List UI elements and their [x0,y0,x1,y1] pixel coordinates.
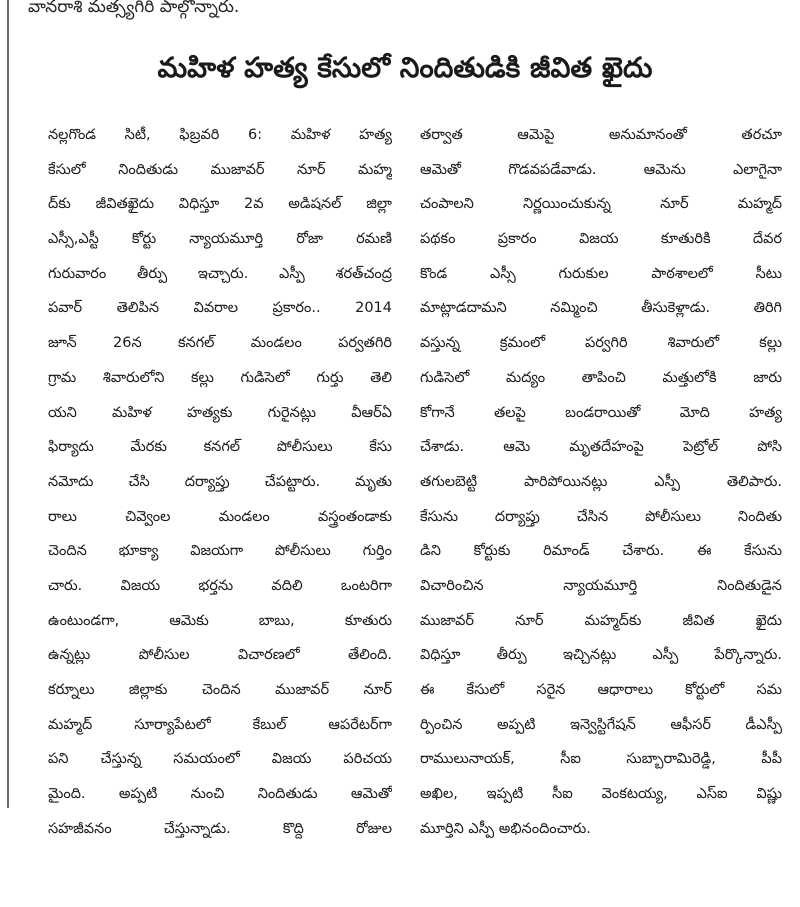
text-line: ఈ కేసులో సరైన ఆధారాలు కోర్టులో సమ [420,682,782,698]
text-line: ద్‌కు జీవితఖైదు విధిస్తూ 2వ అడిషనల్ జిల్లా [48,196,392,213]
text-line: జూన్ 26న కనగల్ మండలం పర్వతగిరి [48,335,392,352]
text-line: డిని కోర్టుకు రిమాండ్ చేశారు. ఈ కేసును [420,543,782,560]
text-line: తర్వాత ఆమెపై అనుమానంతో తరచూ [420,127,782,143]
text-line: కర్నూలు జిల్లాకు చెందిన ముజావర్ నూర్ [48,682,392,698]
text-line: కోగానే తలపై బండరాయితో మోది హత్య [420,404,782,421]
text-line: కేసులో నిందితుడు ముజావర్ నూర్ మహ్మ [48,161,392,178]
text-line: విధిస్తూ తీర్పు ఇచ్చినట్లు ఎస్పీ పేర్కొన్నారు. [420,647,782,664]
text-line: గుడిసెలో మద్యం తాపించి మత్తులోకి జారు [420,369,782,386]
article-column-right [420,118,782,846]
text-line: ఉన్నట్లు పోలీసుల విచారణలో తేలింది. [48,647,392,664]
text-line: చంపాలని నిర్ణయించుకున్న నూర్ మహ్మద్ [420,196,782,213]
text-line: పవార్ తెలిపిన వివరాల ప్రకారం.. 2014 [48,300,392,317]
column-divider-rule [7,0,9,808]
text-line: మూర్తిని ఎస్పీ అభినందించారు. [420,820,591,837]
text-line: గురువారం తీర్పు ఇచ్చారు. ఎస్పీ శరత్‌చంద్ర [48,265,392,282]
text-line: చారు. విజయ భర్తను వదిలి ఒంటరిగా [48,577,392,594]
text-line: మహ్మద్ సూర్యాపేటలో కేబుల్ ఆపరేటర్‌గా [48,716,392,733]
text-line: చేశాడు. ఆమె మృతదేహంపై పెట్రోల్ పోసి [420,439,782,456]
text-line: ముజావర్ నూర్ మహ్మద్‌కు జీవిత ఖైదు [420,612,782,629]
text-line: రాలు చివ్వెంల మండలం వస్త్రంతండాకు [48,508,392,525]
text-line: పని చేస్తున్న సమయంలో విజయ పరిచయ [48,751,392,768]
text-line: ఉంటుండగా, ఆమెకు బాబు, కూతురు [48,612,392,629]
article-headline: మహిళ హత్య కేసులో నిందితుడికి జీవిత ఖైదు [157,51,653,84]
text-line: సహజీవనం చేస్తున్నాడు. కొద్ది రోజుల [48,820,392,837]
text-line: యని మహిళ హత్యకు గురైనట్లు వీఆర్ఏ [48,404,392,421]
text-line: ర్పించిన అప్పటి ఇన్వెస్టిగేషన్ ఆఫీసర్ డీఎస్పీ [420,716,782,733]
article-column-left [48,118,392,846]
text-line: రాములునాయక్, సీఐ సుబ్బారామిరెడ్డి, పీపీ [420,751,782,768]
text-line: గ్రామ శివారులోని కల్లు గుడిసెలో గుర్తు తెలి [48,369,392,386]
text-line: ఎస్సీ,ఎస్టీ కోర్టు న్యాయమూర్తి రోజా రమణి [48,231,392,248]
previous-article-tail: వానరాశి మత్స్యగిరి పాల్గొన్నారు. [28,0,240,17]
text-line: మాట్లాడదామని నమ్మించి తీసుకెళ్లాడు. తిరిగి [420,300,782,317]
text-line: చెందిన భూక్యా విజయగా పోలీసులు గుర్తిం [48,543,392,560]
text-line: అఖిల, ఇప్పటి సీఐ వెంకటయ్య, ఎస్ఐ విష్ణు [420,786,782,803]
text-line: నమోదు చేసి దర్యాప్తు చేపట్టారు. మృతు [48,473,392,490]
text-line: నల్లగొండ సిటీ, ఫిబ్రవరి 6: మహిళ హత్య [48,127,392,143]
text-line: విచారించిన న్యాయమూర్తి నిందితుడైన [420,577,782,594]
text-line: కొండ ఎస్సీ గురుకుల పాఠశాలలో సీటు [420,265,782,282]
text-line: పథకం ప్రకారం విజయ కూతురికి దేవర [420,231,782,248]
text-line: ఆమెతో గొడవపడేవాడు. ఆమెను ఎలాగైనా [420,161,782,178]
text-line: తగులబెట్టి పారిపోయినట్లు ఎస్పీ తెలిపారు. [420,473,782,490]
text-line: ఫిర్యాదు మేరకు కనగల్ పోలీసులు కేసు [48,439,392,456]
text-line: మైంది. అప్పటి నుంచి నిందితుడు ఆమెతో [48,786,392,803]
text-line: కేసును దర్యాప్తు చేసిన పోలీసులు నిందితు [420,508,782,525]
text-line: వస్తున్న క్రమంలో పర్వగిరి శివారులో కల్లు [420,335,782,352]
